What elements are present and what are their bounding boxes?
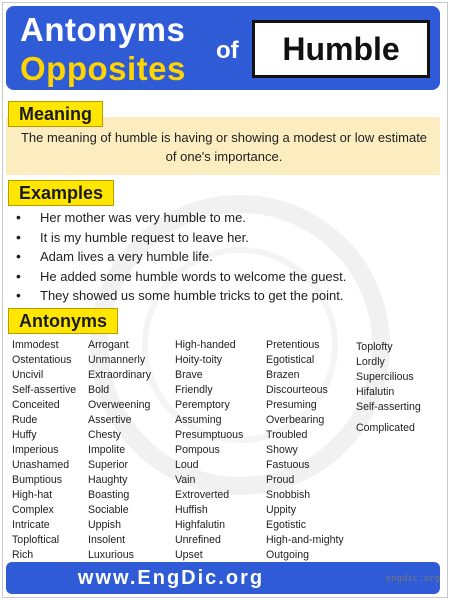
antonym-item: Vain <box>175 474 196 486</box>
antonym-item: Highfalutin <box>175 519 226 531</box>
antonym-item: Intricate <box>12 519 50 531</box>
site-url: www.EngDic.org <box>77 567 265 589</box>
example-item: • He added some humble words to welcome the guest. <box>16 267 436 287</box>
credit-text: engdic.org <box>385 574 440 584</box>
antonym-item: Luxurious <box>88 549 134 561</box>
antonym-item: Impolite <box>88 444 126 456</box>
antonym-item: Toplofty <box>356 341 393 353</box>
antonym-item: Discourteous <box>266 384 328 396</box>
antonym-item: Overweening <box>88 399 151 411</box>
meaning-text: The meaning of humble is having or showing a modest or low estimate of one's importance. <box>20 130 428 164</box>
antonym-item: Bold <box>88 384 110 396</box>
antonym-item: Rich <box>12 549 34 561</box>
footer-banner <box>6 562 440 594</box>
antonym-item: Hoity-toity <box>175 354 223 366</box>
antonyms-column-4 <box>266 338 344 563</box>
headword: Humble <box>282 31 400 67</box>
antonym-item: High-and-mighty <box>266 534 344 546</box>
antonym-item: Presuming <box>266 399 317 411</box>
antonym-item: Imperious <box>12 444 59 456</box>
antonym-item: Snobbish <box>266 489 311 501</box>
antonym-item: Complicated <box>356 422 415 434</box>
antonym-item: Uppity <box>266 504 297 516</box>
antonym-item: Peremptory <box>175 399 230 411</box>
antonym-item: Assertive <box>88 414 132 426</box>
antonym-item: Self-asserting <box>356 401 421 413</box>
examples-label: Examples <box>8 180 114 206</box>
antonym-item: Lordly <box>356 356 385 368</box>
antonym-item: Sociable <box>88 504 129 516</box>
antonym-item: Supercilious <box>356 371 414 383</box>
headword-box <box>252 20 430 78</box>
antonym-item: Extraordinary <box>88 369 151 381</box>
antonym-item: Showy <box>266 444 298 456</box>
antonym-item: Presumptuous <box>175 429 244 441</box>
antonym-item: Egotistic <box>266 519 307 531</box>
antonym-item: Ostentatious <box>12 354 72 366</box>
antonym-item: Self-assertive <box>12 384 77 396</box>
antonym-item: Extroverted <box>175 489 230 501</box>
antonym-item: Insolent <box>88 534 126 546</box>
antonym-item: Friendly <box>175 384 213 396</box>
antonym-item: Huffish <box>175 504 208 516</box>
title-antonyms: Antonyms <box>20 11 186 48</box>
antonym-item: Complex <box>12 504 54 516</box>
antonyms-column-1 <box>12 338 76 563</box>
antonym-item: Troubled <box>266 429 308 441</box>
antonym-item: Toploftical <box>12 534 60 546</box>
antonym-item: High-hat <box>12 489 53 501</box>
antonym-item: Arrogant <box>88 339 129 351</box>
antonym-item: Overbearing <box>266 414 325 426</box>
example-item: • Her mother was very humble to me. <box>16 208 436 228</box>
antonym-item: Unrefined <box>175 534 221 546</box>
antonym-item: Outgoing <box>266 549 309 561</box>
antonym-item: Rude <box>12 414 38 426</box>
antonym-item: Bumptious <box>12 474 63 486</box>
example-item: • They showed us some humble tricks to get the point. <box>16 286 436 306</box>
antonyms-column-3 <box>175 338 243 563</box>
antonym-item: Huffy <box>12 429 37 441</box>
antonyms-column-5 <box>356 340 421 436</box>
antonym-item: Brazen <box>266 369 300 381</box>
antonym-item: Haughty <box>88 474 128 486</box>
antonym-item: Uncivil <box>12 369 44 381</box>
antonym-item: Assuming <box>175 414 222 426</box>
antonym-item: Chesty <box>88 429 121 441</box>
antonym-item: Pretentious <box>266 339 320 351</box>
antonym-item: Boasting <box>88 489 130 501</box>
antonym-item: Uppish <box>88 519 121 531</box>
header-banner <box>6 6 440 90</box>
antonym-item: Proud <box>266 474 295 486</box>
antonym-item: Fastuous <box>266 459 310 471</box>
antonym-item: Upset <box>175 549 203 561</box>
title-of: of <box>216 37 239 64</box>
antonyms-label: Antonyms <box>8 308 118 334</box>
title-opposites: Opposites <box>20 50 186 87</box>
antonym-item: Unmannerly <box>88 354 146 366</box>
antonym-item: Conceited <box>12 399 60 411</box>
antonym-item: Loud <box>175 459 199 471</box>
antonym-item: Unashamed <box>12 459 70 471</box>
antonym-item: Hifalutin <box>356 386 395 398</box>
antonym-item: Superior <box>88 459 129 471</box>
examples-list <box>16 208 436 306</box>
antonym-item: Pompous <box>175 444 220 456</box>
example-item: • Adam lives a very humble life. <box>16 247 436 267</box>
example-item: • It is my humble request to leave her. <box>16 228 436 248</box>
antonym-item: Egotistical <box>266 354 315 366</box>
meaning-label: Meaning <box>8 101 103 127</box>
antonym-item: Brave <box>175 369 203 381</box>
antonym-item: Immodest <box>12 339 59 351</box>
antonyms-column-2 <box>88 338 151 563</box>
antonym-item: High-handed <box>175 339 236 351</box>
